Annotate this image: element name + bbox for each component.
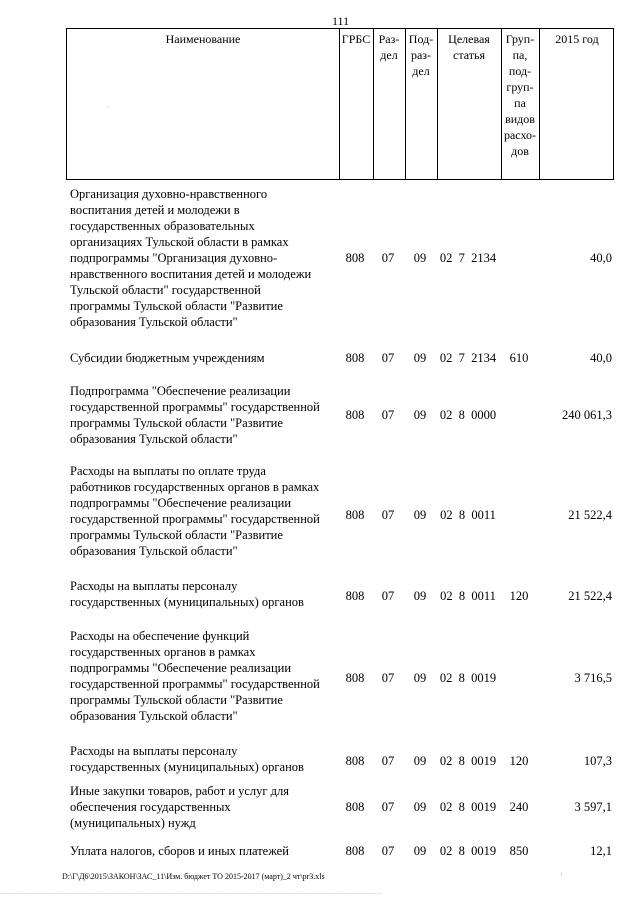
table-header xyxy=(66,28,614,180)
row-podrazdel: 09 xyxy=(413,589,427,603)
row-name-line: работников государственных органов в рамках xyxy=(70,480,320,494)
header-vid-line: под- xyxy=(508,64,532,78)
row-name-line: государственных (муниципальных) органов xyxy=(70,595,304,609)
row-name-line: государственных (муниципальных) органов xyxy=(70,760,304,774)
row-name xyxy=(70,383,336,447)
header-razdel-line: дел xyxy=(380,48,398,62)
row-name-line: Расходы на выплаты по оплате труда xyxy=(70,464,266,478)
row-grbs: 808 xyxy=(345,800,365,814)
row-sum: 3 716,5 xyxy=(574,671,612,685)
row-name-line: программы Тульской области "Развитие xyxy=(70,693,283,707)
row-podrazdel: 09 xyxy=(413,844,427,858)
row-podrazdel: 09 xyxy=(413,251,427,265)
row-celevaya: 02 8 0019 xyxy=(439,671,497,685)
row-name xyxy=(70,463,336,559)
row-vid: 240 xyxy=(509,800,529,814)
row-name-line: подпрограммы "Организация духовно- xyxy=(70,251,278,265)
row-name-line: Расходы на выплаты персоналу xyxy=(70,744,238,758)
row-grbs: 808 xyxy=(345,589,365,603)
header-vid xyxy=(501,29,539,179)
header-vid-line: груп- xyxy=(506,80,534,94)
row-podrazdel: 09 xyxy=(413,408,427,422)
row-name-line: воспитания детей и молодежи в xyxy=(70,203,240,217)
header-grbs: ГРБС xyxy=(341,32,371,46)
row-name xyxy=(70,186,336,330)
row-name xyxy=(70,783,336,831)
row-name-line: программы Тульской области "Развитие xyxy=(70,299,283,313)
row-sum: 3 597,1 xyxy=(574,800,612,814)
row-name-line: государственной программы" государственной xyxy=(70,512,320,526)
scan-dot: · xyxy=(560,870,563,879)
row-name xyxy=(70,578,336,610)
row-razdel: 07 xyxy=(381,508,395,522)
header-celevaya xyxy=(437,29,501,179)
row-podrazdel: 09 xyxy=(413,800,427,814)
row-name-line: обеспечения государственных xyxy=(70,800,231,814)
header-celevaya-line: статья xyxy=(453,48,485,62)
table-row xyxy=(66,843,614,859)
row-podrazdel: 09 xyxy=(413,508,427,522)
row-razdel: 07 xyxy=(381,251,395,265)
row-name xyxy=(70,350,336,366)
row-vid: 120 xyxy=(509,589,529,603)
table-row xyxy=(66,383,614,447)
header-razdel xyxy=(373,29,405,179)
row-name-line: государственной программы" государственной xyxy=(70,400,320,414)
row-podrazdel: 09 xyxy=(413,671,427,685)
header-podrazdel xyxy=(405,29,437,179)
row-sum: 21 522,4 xyxy=(568,508,612,522)
row-name xyxy=(70,743,336,775)
row-name-line: Иные закупки товаров, работ и услуг для xyxy=(70,784,290,798)
row-name-line: государственных органов в рамках xyxy=(70,645,256,659)
row-name-line: подпрограммы "Обеспечение реализации xyxy=(70,661,292,675)
header-vid-line: па xyxy=(514,96,526,110)
row-razdel: 07 xyxy=(381,671,395,685)
table-row xyxy=(66,743,614,775)
row-name-line: образования Тульской области" xyxy=(70,315,238,329)
row-grbs: 808 xyxy=(345,508,365,522)
row-name-line: организациях Тульской области в рамках xyxy=(70,235,289,249)
row-name-line: Тульской области" государственной xyxy=(70,283,261,297)
row-celevaya: 02 8 0011 xyxy=(440,589,496,603)
row-grbs: 808 xyxy=(345,351,365,365)
row-name-line: Уплата налогов, сборов и иных платежей xyxy=(70,844,289,858)
row-name-line: программы Тульской области "Развитие xyxy=(70,528,283,542)
row-celevaya: 02 8 0000 xyxy=(439,408,497,422)
header-name: Наименование xyxy=(165,32,241,46)
row-razdel: 07 xyxy=(381,754,395,768)
row-podrazdel: 09 xyxy=(413,754,427,768)
scan-dot: · xyxy=(107,105,109,111)
footer-file-path: D:\Г\Д6\2015\ЗАКОН\ЗАС_11\Изм. бюджет ТО 2015-2017 (март)_2 чт\pr3.xls xyxy=(62,872,325,881)
row-name-line: Расходы на выплаты персоналу xyxy=(70,579,238,593)
row-razdel: 07 xyxy=(381,844,395,858)
row-razdel: 07 xyxy=(381,408,395,422)
header-vid-line: дов xyxy=(511,144,529,158)
row-sum: 40,0 xyxy=(590,351,612,365)
row-name-line: образования Тульской области" xyxy=(70,709,238,723)
header-vid-line: расхо- xyxy=(503,128,537,142)
row-grbs: 808 xyxy=(345,408,365,422)
header-vid-line: Груп- xyxy=(505,32,535,46)
row-name-line: образования Тульской области" xyxy=(70,544,238,558)
table-row xyxy=(66,783,614,831)
scan-artifact: ................................................................................................................................................................................................................................................................................................................. xyxy=(0,891,382,896)
row-grbs: 808 xyxy=(345,844,365,858)
row-razdel: 07 xyxy=(381,351,395,365)
header-vid-line: видов xyxy=(505,112,535,126)
row-grbs: 808 xyxy=(345,671,365,685)
row-vid: 850 xyxy=(509,844,529,858)
header-podrazdel-line: Под- xyxy=(408,32,434,46)
row-name-line: программы Тульской области "Развитие xyxy=(70,416,283,430)
table-row xyxy=(66,350,614,366)
row-grbs: 808 xyxy=(345,754,365,768)
row-razdel: 07 xyxy=(381,800,395,814)
row-sum: 21 522,4 xyxy=(568,589,612,603)
row-sum: 12,1 xyxy=(590,844,612,858)
row-name-line: государственной программы" государственной xyxy=(70,677,320,691)
table-row xyxy=(66,578,614,610)
row-sum: 240 061,3 xyxy=(562,408,612,422)
row-celevaya: 02 7 2134 xyxy=(439,251,497,265)
row-podrazdel: 09 xyxy=(413,351,427,365)
header-podrazdel-line: раз- xyxy=(410,48,432,62)
table-row xyxy=(66,463,614,559)
header-year: 2015 год xyxy=(555,32,599,46)
row-name-line: образования Тульской области" xyxy=(70,432,238,446)
row-name-line: нравственного воспитания детей и молодежи xyxy=(70,267,312,281)
row-vid: 610 xyxy=(509,351,529,365)
row-name-line: Субсидии бюджетным учреждениям xyxy=(70,351,265,365)
header-celevaya-line: Целевая xyxy=(448,32,490,46)
row-razdel: 07 xyxy=(381,589,395,603)
header-podrazdel-line: дел xyxy=(412,64,430,78)
row-sum: 40,0 xyxy=(590,251,612,265)
row-name-line: Организация духовно-нравственного xyxy=(70,187,268,201)
row-name-line: (муниципальных) нужд xyxy=(70,816,196,830)
row-celevaya: 02 7 2134 xyxy=(439,351,497,365)
page-number: 111 xyxy=(332,14,350,28)
row-sum: 107,3 xyxy=(583,754,612,768)
row-celevaya: 02 8 0019 xyxy=(439,754,497,768)
row-vid: 120 xyxy=(509,754,529,768)
header-razdel-line: Раз- xyxy=(378,32,400,46)
row-celevaya: 02 8 0019 xyxy=(439,800,497,814)
row-name xyxy=(70,843,336,859)
header-vid-line: па, xyxy=(512,48,528,62)
row-grbs: 808 xyxy=(345,251,365,265)
row-celevaya: 02 8 0019 xyxy=(439,844,497,858)
table-row xyxy=(66,186,614,330)
row-name-line: государственных образовательных xyxy=(70,219,255,233)
row-name-line: Расходы на обеспечение функций xyxy=(70,629,250,643)
row-name-line: Подпрограмма "Обеспечение реализации xyxy=(70,384,291,398)
row-name-line: подпрограммы "Обеспечение реализации xyxy=(70,496,292,510)
row-name xyxy=(70,628,336,724)
row-celevaya: 02 8 0011 xyxy=(440,508,496,522)
table-row xyxy=(66,628,614,724)
